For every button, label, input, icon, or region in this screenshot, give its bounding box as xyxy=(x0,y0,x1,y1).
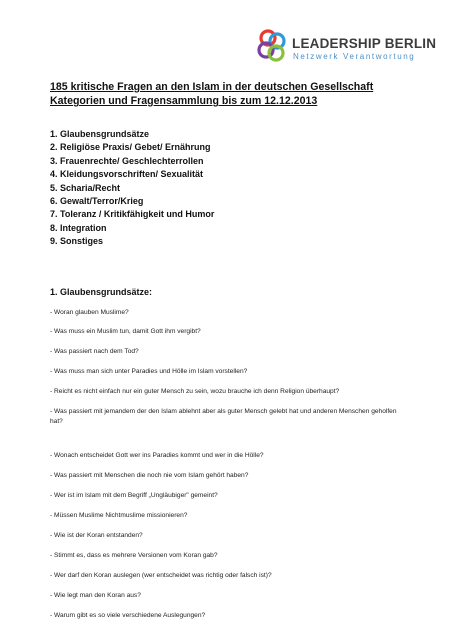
section-title: 1. Glaubensgrundsätze: xyxy=(50,287,153,297)
question-item: - Was passiert mit jemandem der den Islam ablehnt aber als guter Mensch gelebt hat und anderen Menschen geholfen hat? xyxy=(50,408,397,425)
heading-line-1: 185 kritische Fragen an den Islam in der deutschen Gesellschaft xyxy=(50,81,374,93)
question-item: - Was passiert mit Menschen die noch nie vom Islam gehört haben? xyxy=(50,472,249,479)
question-item: - Was muss man sich unter Paradies und Hölle im Islam vorstellen? xyxy=(50,368,248,375)
question-item: - Woran glauben Muslime? xyxy=(50,309,129,316)
category-item: 2. Religiöse Praxis/ Gebet/ Ernährung xyxy=(50,142,211,153)
question-item: - Was passiert nach dem Tod? xyxy=(50,348,139,355)
question-item: - Wer ist im Islam mit dem Begriff „Ungläubiger" gemeint? xyxy=(50,492,218,499)
question-item: - Reicht es nicht einfach nur ein guter Mensch zu sein, wozu brauche ich denn Religion überhaupt? xyxy=(50,388,340,395)
question-item: - Warum gibt es so viele verschiedene Auslegungen? xyxy=(50,612,206,619)
leadership-berlin-logo xyxy=(256,28,446,72)
category-item: 8. Integration xyxy=(50,222,107,233)
question-item: - Müssen Muslime Nichtmuslime missionieren? xyxy=(50,512,188,519)
document-heading xyxy=(50,80,440,108)
question-item: - Wie legt man den Koran aus? xyxy=(50,592,141,599)
category-list xyxy=(50,128,214,249)
question-item: - Wer darf den Koran auslegen (wer entscheidet was richtig oder falsch ist)? xyxy=(50,572,272,579)
category-item: 6. Gewalt/Terror/Krieg xyxy=(50,196,144,207)
question-item: - Was muss ein Muslim tun, damit Gott ihm vergibt? xyxy=(50,328,201,335)
question-item: - Stimmt es, dass es mehrere Versionen vom Koran gab? xyxy=(50,552,218,559)
category-item: 4. Kleidungsvorschriften/ Sexualität xyxy=(50,169,204,180)
question-item: - Wonach entscheidet Gott wer ins Paradies kommt und wer in die Hölle? xyxy=(50,452,264,459)
logo-subtitle: Netzwerk Verantwortung xyxy=(293,52,416,61)
question-item: - Wie ist der Koran entstanden? xyxy=(50,532,143,539)
category-item: 3. Frauenrechte/ Geschlechterrollen xyxy=(50,155,204,166)
logo-rings-icon xyxy=(256,28,290,68)
category-item: 1. Glaubensgrundsätze xyxy=(50,129,150,139)
heading-line-2: Kategorien und Fragensammlung bis zum 12.12.2013 xyxy=(50,95,318,107)
category-item: 7. Toleranz / Kritikfähigkeit und Humor xyxy=(50,209,215,220)
category-item: 9. Sonstiges xyxy=(50,236,104,247)
logo-title: LEADERSHIP BERLIN xyxy=(292,36,437,51)
category-item: 5. Scharia/Recht xyxy=(50,182,121,193)
